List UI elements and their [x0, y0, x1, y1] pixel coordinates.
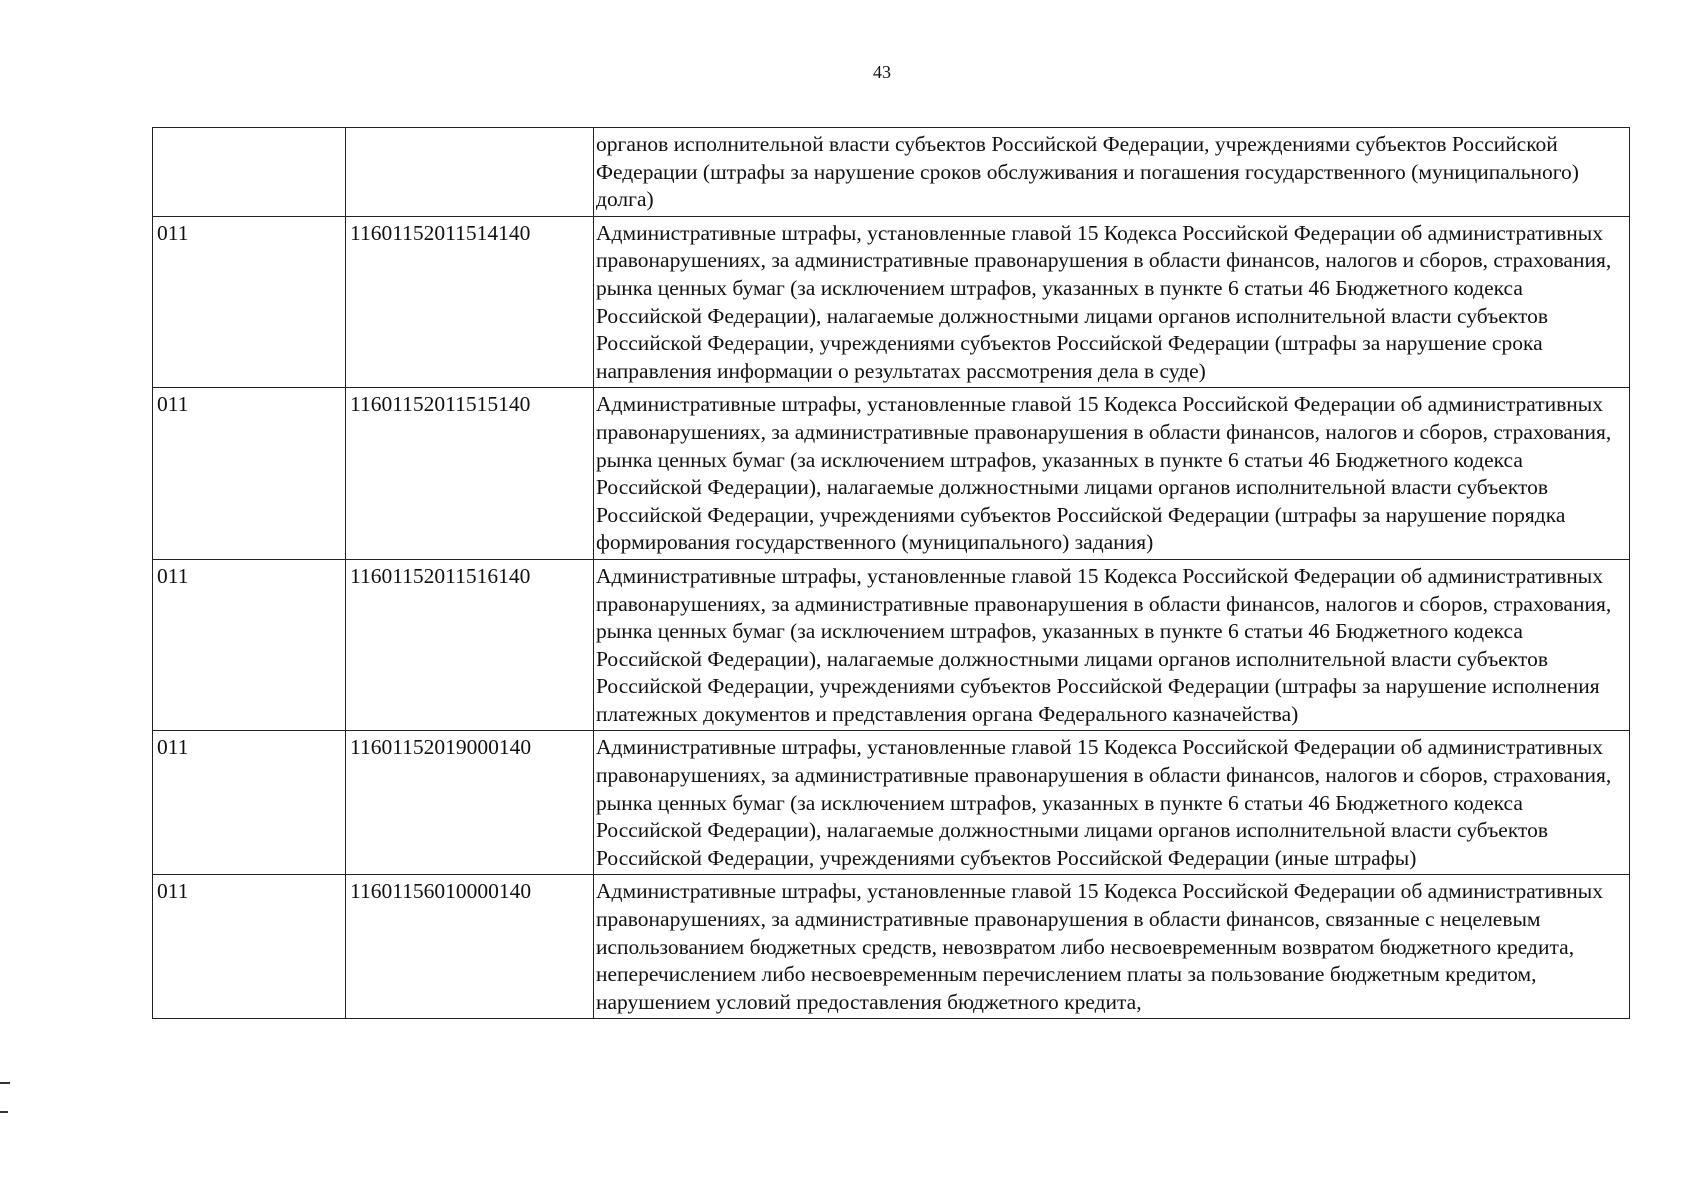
table-row — [153, 875, 1630, 1019]
revenue-code-cell: 11601152011516140 — [346, 559, 594, 731]
description-cell: Административные штрафы, установленные главой 15 Кодекса Российской Федерации об административных правонарушениях, за административные правонарушения в области финансов, налогов и сборов, страхования, рынка ценных бумаг (за исключением штрафов, указанных в пункте 6 статьи 46 Бюджетного кодекса Российской Федерации), налагаемые должностными лицами органов исполнительной власти субъектов Российской Федерации, учреждениями субъектов Российской Федерации (штрафы за нарушение срока направления информации о результатах рассмотрения дела в суде) — [594, 216, 1630, 388]
table-row — [153, 559, 1630, 731]
page-number: 43 — [873, 62, 891, 82]
admin-code-cell: 011 — [153, 216, 346, 388]
description-cell: Административные штрафы, установленные главой 15 Кодекса Российской Федерации об административных правонарушениях, за административные правонарушения в области финансов, налогов и сборов, страхования, рынка ценных бумаг (за исключением штрафов, указанных в пункте 6 статьи 46 Бюджетного кодекса Российской Федерации), налагаемые должностными лицами органов исполнительной власти субъектов Российской Федерации, учреждениями субъектов Российской Федерации (иные штрафы) — [594, 731, 1630, 875]
table-row — [153, 388, 1630, 560]
table-row — [153, 128, 1630, 217]
budget-codes-table — [152, 127, 1630, 1019]
revenue-code-cell: 11601156010000140 — [346, 875, 594, 1019]
admin-code-cell: 011 — [153, 731, 346, 875]
description-cell: органов исполнительной власти субъектов Российской Федерации, учреждениями субъектов Российской Федерации (штрафы за нарушение сроков обслуживания и погашения государственного (муниципального) долга) — [594, 128, 1630, 217]
description-cell: Административные штрафы, установленные главой 15 Кодекса Российской Федерации об административных правонарушениях, за административные правонарушения в области финансов, налогов и сборов, страхования, рынка ценных бумаг (за исключением штрафов, указанных в пункте 6 статьи 46 Бюджетного кодекса Российской Федерации), налагаемые должностными лицами органов исполнительной власти субъектов Российской Федерации, учреждениями субъектов Российской Федерации (штрафы за нарушение исполнения платежных документов и представления органа Федерального казначейства) — [594, 559, 1630, 731]
revenue-code-cell: 11601152019000140 — [346, 731, 594, 875]
description-cell: Административные штрафы, установленные главой 15 Кодекса Российской Федерации об административных правонарушениях, за административные правонарушения в области финансов, налогов и сборов, страхования, рынка ценных бумаг (за исключением штрафов, указанных в пункте 6 статьи 46 Бюджетного кодекса Российской Федерации), налагаемые должностными лицами органов исполнительной власти субъектов Российской Федерации, учреждениями субъектов Российской Федерации (штрафы за нарушение порядка формирования государственного (муниципального) задания) — [594, 388, 1630, 560]
admin-code-cell — [153, 128, 346, 217]
admin-code-cell: 011 — [153, 875, 346, 1019]
scan-mark — [0, 1111, 8, 1113]
revenue-code-cell — [346, 128, 594, 217]
description-cell: Административные штрафы, установленные главой 15 Кодекса Российской Федерации об административных правонарушениях, за административные правонарушения в области финансов, связанные с нецелевым использованием бюджетных средств, невозвратом либо несвоевременным возвратом бюджетного кредита, неперечислением либо несвоевременным перечислением платы за пользование бюджетным кредитом, нарушением условий предоставления бюджетного кредита, — [594, 875, 1630, 1019]
scan-mark — [0, 1082, 10, 1084]
revenue-code-cell: 11601152011515140 — [346, 388, 594, 560]
admin-code-cell: 011 — [153, 559, 346, 731]
table-row — [153, 216, 1630, 388]
revenue-code-cell: 11601152011514140 — [346, 216, 594, 388]
admin-code-cell: 011 — [153, 388, 346, 560]
table-row — [153, 731, 1630, 875]
